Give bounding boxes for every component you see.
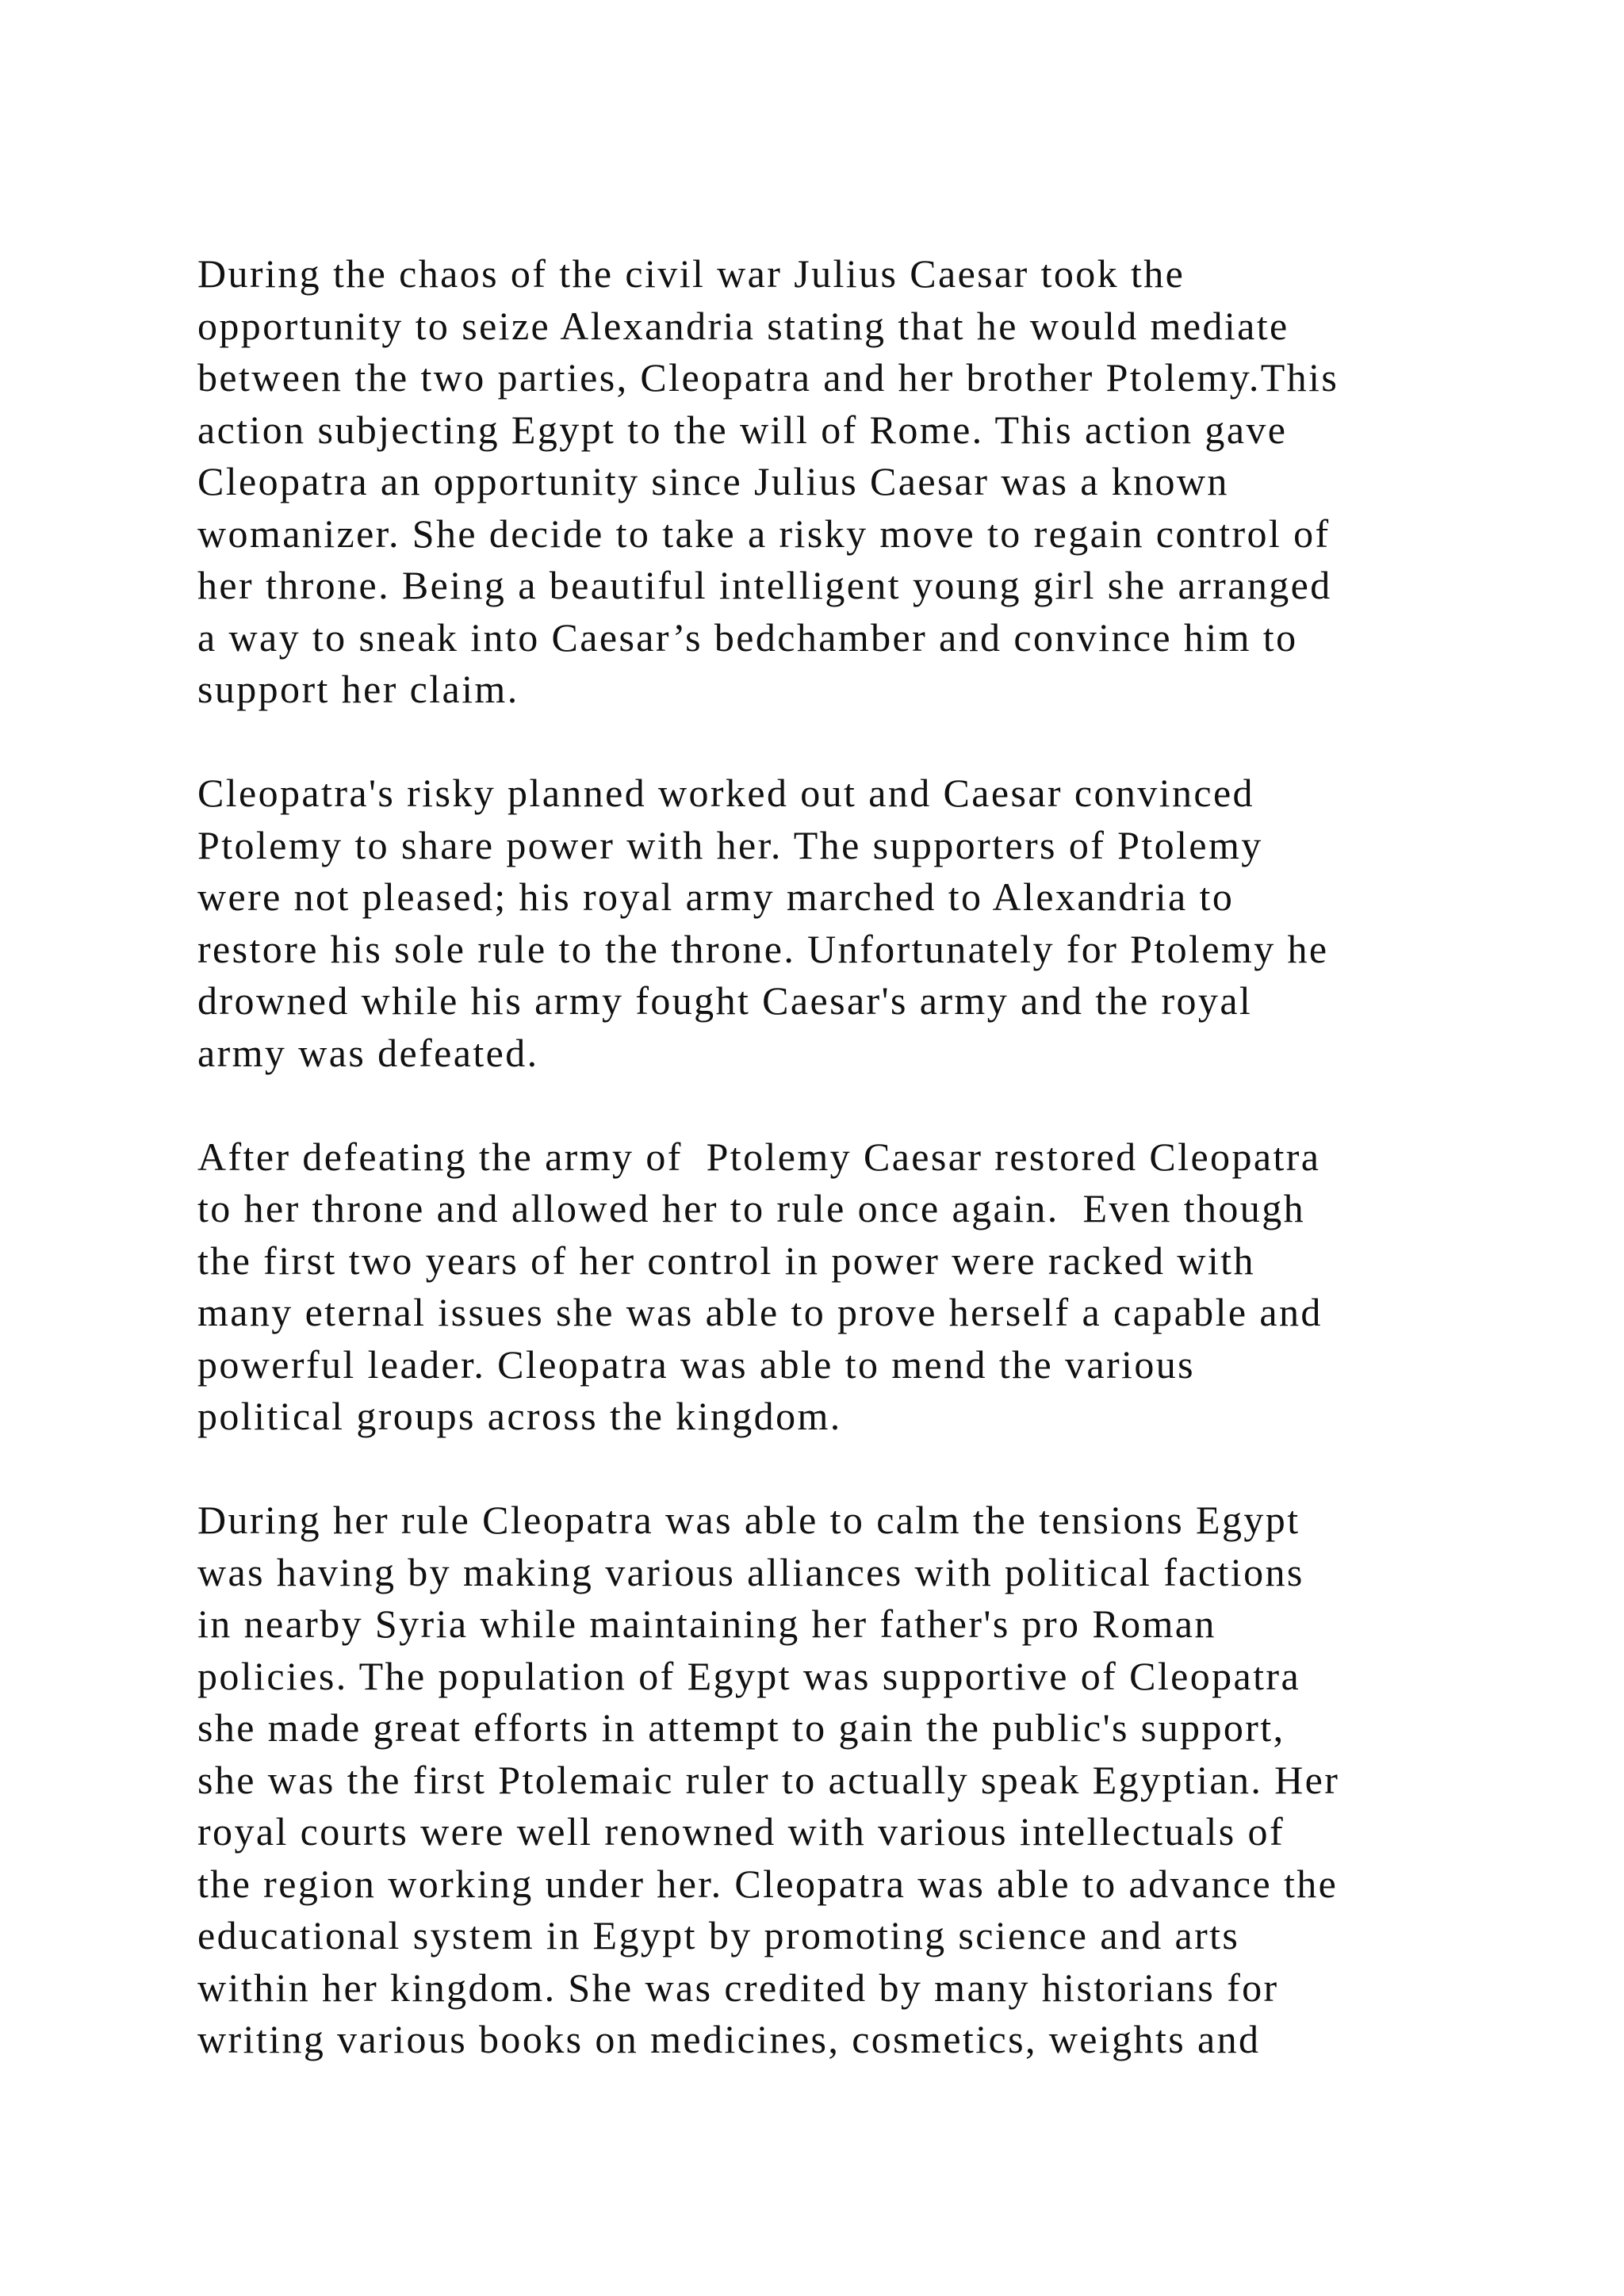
text-line: drowned while his army fought Caesar's army and the royal	[197, 978, 1253, 1023]
text-line: her throne. Being a beautiful intelligent young girl she arranged	[197, 563, 1332, 607]
text-line: were not pleased; his royal army marched to Alexandria to	[197, 874, 1235, 919]
paragraph-2	[197, 767, 1482, 1079]
text-line: army was defeated.	[197, 1030, 539, 1075]
text-line: in nearby Syria while maintaining her father's pro Roman	[197, 1601, 1216, 1646]
text-line: educational system in Egypt by promoting science and arts	[197, 1913, 1240, 1957]
text-line: Ptolemy to share power with her. The supporters of Ptolemy	[197, 822, 1263, 867]
text-line: to her throne and allowed her to rule once again. Even though	[197, 1186, 1305, 1230]
text-line: political groups across the kingdom.	[197, 1394, 842, 1438]
text-line: During the chaos of the civil war Julius Caesar took the	[197, 251, 1185, 296]
text-line: between the two parties, Cleopatra and her brother Ptolemy.This	[197, 355, 1339, 400]
text-line: action subjecting Egypt to the will of Rome. This action gave	[197, 407, 1288, 452]
paragraph-3	[197, 1131, 1482, 1443]
text-line: Cleopatra an opportunity since Julius Caesar was a known	[197, 459, 1229, 503]
body-text	[197, 248, 1482, 2118]
text-line: restore his sole rule to the throne. Unfortunately for Ptolemy he	[197, 926, 1329, 971]
text-line: opportunity to seize Alexandria stating that he would mediate	[197, 303, 1289, 348]
text-line: powerful leader. Cleopatra was able to mend the various	[197, 1341, 1196, 1387]
text-line: within her kingdom. She was credited by many historians for	[197, 1965, 1279, 2010]
text-line: the first two years of her control in power were racked with	[197, 1238, 1255, 1283]
text-line: policies. The population of Egypt was supportive of Cleopatra	[197, 1653, 1301, 1698]
text-line: she was the first Ptolemaic ruler to actually speak Egyptian. Her	[197, 1757, 1340, 1802]
text-line: the region working under her. Cleopatra was able to advance the	[197, 1861, 1339, 1906]
paragraph-1	[197, 248, 1482, 716]
text-line: royal courts were well renowned with various intellectuals of	[197, 1809, 1285, 1854]
text-line: was having by making various alliances with political factions	[197, 1549, 1304, 1594]
text-line: writing various books on medicines, cosmetics, weights and	[197, 2017, 1261, 2061]
text-line: a way to sneak into Caesar’s bedchamber and convince him to	[197, 614, 1298, 660]
text-line: Cleopatra's risky planned worked out and Caesar convinced	[197, 771, 1254, 815]
text-line: After defeating the army of Ptolemy Caesar restored Cleopatra	[197, 1134, 1321, 1179]
text-line: support her claim.	[197, 667, 519, 711]
text-line: During her rule Cleopatra was able to calm the tensions Egypt	[197, 1498, 1300, 1542]
text-line: many eternal issues she was able to prove herself a capable and	[197, 1290, 1323, 1334]
paragraph-4	[197, 1494, 1482, 2066]
text-line: she made great efforts in attempt to gain the public's support,	[197, 1705, 1285, 1750]
text-line: womanizer. She decide to take a risky move to regain control of	[197, 511, 1331, 556]
